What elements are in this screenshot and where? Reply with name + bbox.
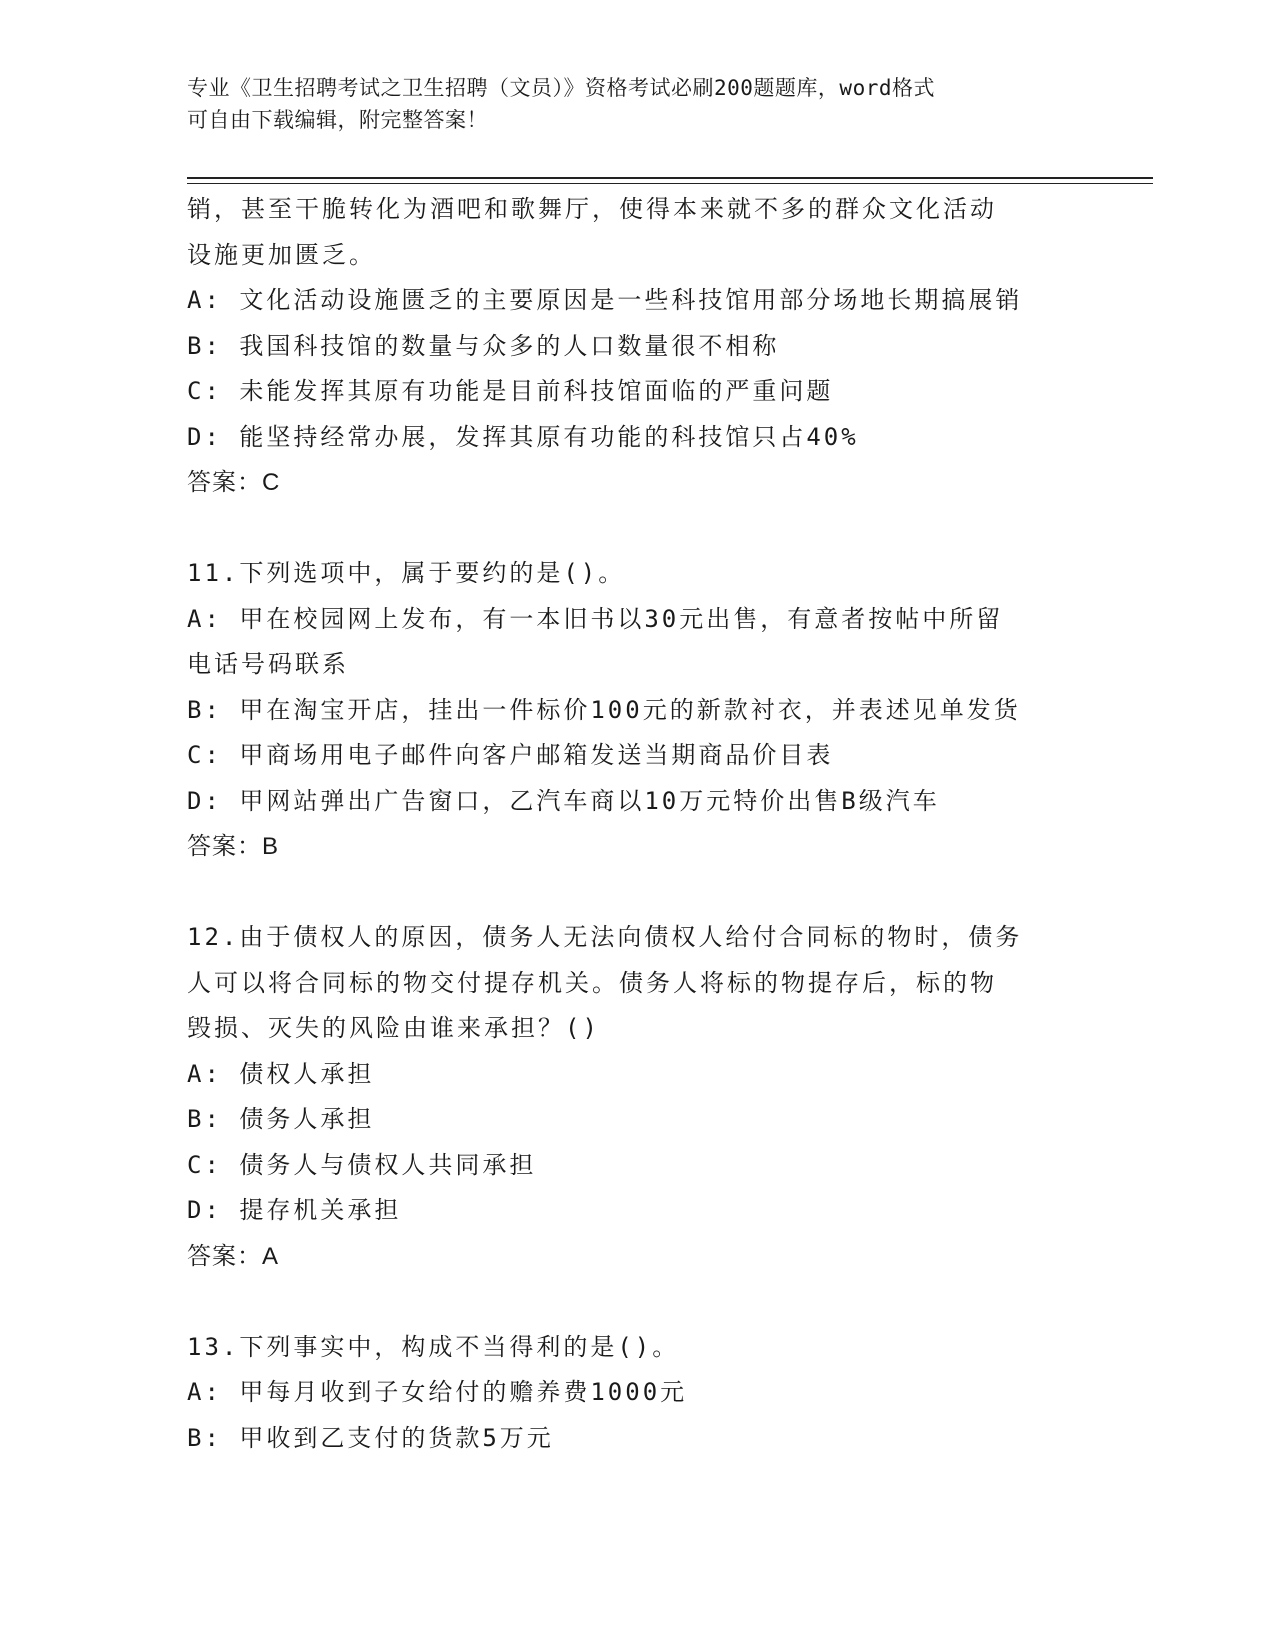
answer-label: 答案：A (187, 1242, 280, 1270)
option-b: B: 甲在淘宝开店，挂出一件标价100元的新款衬衣，并表述见单发货 (187, 695, 1021, 724)
question-11 (187, 551, 1107, 870)
question-text: 12.由于债权人的原因，债务人无法向债权人给付合同标的物时，债务 (187, 923, 1023, 951)
option-c: C: 未能发挥其原有功能是目前科技馆面临的严重问题 (187, 377, 834, 405)
question-list (187, 187, 1107, 1461)
header-line-1: 专业《卫生招聘考试之卫生招聘（文员）》资格考试必刷200题题库，word格式 (187, 76, 935, 100)
question-12 (187, 915, 1107, 1279)
option-a: A: 债权人承担 (187, 1059, 375, 1088)
header-divider-bottom (187, 183, 1153, 184)
option-d: D: 提存机关承担 (187, 1196, 402, 1224)
continued-question (187, 187, 1107, 506)
option-c: C: 甲商场用电子邮件向客户邮箱发送当期商品价目表 (187, 741, 834, 769)
question-text: 13.下列事实中，构成不当得利的是()。 (187, 1332, 680, 1361)
option-b: B: 甲收到乙支付的货款5万元 (187, 1423, 554, 1452)
option-d: D: 甲网站弹出广告窗口，乙汽车商以10万元特价出售B级汽车 (187, 786, 940, 815)
option-d: D: 能坚持经常办展，发挥其原有功能的科技馆只占40% (187, 422, 859, 451)
option-a: A: 文化活动设施匮乏的主要原因是一些科技馆用部分场地长期搞展销 (187, 286, 1023, 314)
question-13 (187, 1325, 1107, 1462)
answer-label: 答案：C (187, 469, 281, 496)
option-a-continued: 电话号码联系 (187, 650, 349, 678)
spacer (187, 870, 1107, 916)
question-text: 人可以将合同标的物交付提存机关。债务人将标的物提存后，标的物 (187, 968, 997, 997)
spacer (187, 506, 1107, 552)
option-a: A: 甲每月收到子女给付的赡养费1000元 (187, 1378, 688, 1406)
option-b: B: 我国科技馆的数量与众多的人口数量很不相称 (187, 331, 780, 360)
page-header (187, 72, 1067, 136)
header-line-2: 可自由下载编辑，附完整答案！ (187, 108, 488, 132)
answer-label: 答案：B (187, 833, 280, 860)
option-a: A: 甲在校园网上发布，有一本旧书以30元出售，有意者按帖中所留 (187, 604, 1004, 633)
header-divider-top (187, 177, 1153, 179)
spacer (187, 1279, 1107, 1325)
question-text: 设施更加匮乏。 (187, 240, 376, 269)
option-c: C: 债务人与债权人共同承担 (187, 1150, 537, 1179)
question-text: 毁损、灭失的风险由谁来承担？() (187, 1014, 600, 1042)
question-text: 销，甚至干脆转化为酒吧和歌舞厅，使得本来就不多的群众文化活动 (187, 195, 997, 223)
question-text: 11.下列选项中，属于要约的是()。 (187, 559, 626, 587)
option-b: B: 债务人承担 (187, 1105, 375, 1133)
